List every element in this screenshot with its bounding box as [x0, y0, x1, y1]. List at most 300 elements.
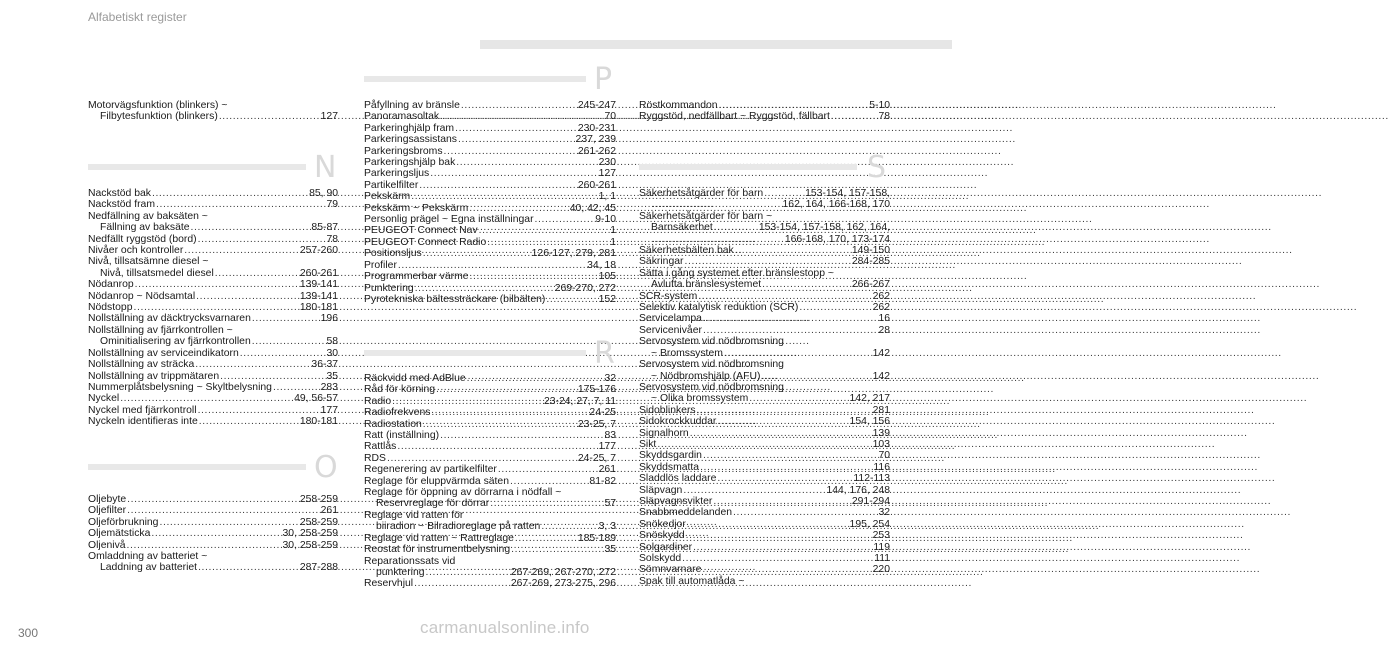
index-entry-pages: 144, 176, 248: [826, 484, 890, 496]
dot-leader: [152, 188, 308, 199]
dot-leader: [456, 157, 597, 168]
dot-leader: [714, 222, 758, 233]
index-entry-pages: 34, 18: [587, 259, 616, 271]
index-entry: [639, 507, 890, 518]
index-entry-text: Solgardiner: [639, 541, 693, 553]
dot-leader: [411, 191, 597, 202]
page-header-title: Alfabetiskt register: [88, 10, 187, 24]
index-entry-text: Sidoblinkers: [639, 404, 696, 416]
index-entry-pages: 153-154, 157-158, 162, 164,: [758, 222, 890, 234]
index-entry: [364, 191, 616, 202]
section-rule: [364, 350, 586, 356]
dot-leader: [697, 405, 872, 416]
dot-leader: [479, 225, 610, 236]
index-entry: [639, 268, 890, 279]
index-entry-pages: 35: [326, 370, 338, 382]
index-entry: [364, 407, 616, 418]
dot-leader: [198, 405, 320, 416]
dot-leader: [749, 393, 848, 404]
dot-leader: [657, 439, 871, 450]
dot-leader: [470, 271, 598, 282]
index-entry-pages: 23-25, 7: [577, 418, 616, 430]
index-entry: [639, 382, 890, 393]
dot-leader: [683, 485, 825, 496]
dot-leader: [127, 540, 282, 551]
index-entry: [88, 302, 338, 313]
index-entry: [88, 517, 338, 528]
dot-leader: [541, 521, 597, 532]
dot-leader: [198, 562, 299, 573]
dot-leader: [693, 542, 872, 553]
index-entry-text: PEUGEOT Connect Radio: [364, 236, 487, 248]
index-entry-pages: 28: [878, 324, 890, 336]
index-entry-text: Profiler: [364, 259, 397, 271]
index-entry: [364, 419, 616, 430]
index-entry-text: Oljefilter: [88, 505, 127, 517]
index-entry-text: Oljeförbrukning: [88, 516, 159, 528]
index-entry: [364, 453, 616, 464]
index-entry-pages: 245-247: [577, 100, 616, 111]
index-entry: [364, 430, 616, 441]
watermark: carmanualsonline.info: [420, 618, 590, 637]
index-entry-text: Programmerbar värme: [364, 271, 469, 283]
dot-leader: [252, 336, 326, 347]
index-entry-text: Parkeringsassistans: [364, 134, 457, 146]
index-entry: [364, 180, 616, 191]
index-entry: [639, 371, 890, 382]
index-entry: [639, 211, 890, 222]
index-entry-pages: 267-269, 267-270, 272: [510, 566, 616, 578]
index-entry-text: Avlufta bränslesystemet: [651, 279, 762, 291]
index-entry-text: Snabbmeddelanden: [639, 507, 733, 519]
index-entry-pages: 126-127, 279, 281: [531, 248, 616, 260]
index-entry: [88, 348, 338, 359]
section-head-r: [364, 338, 616, 370]
index-entry-text: Reparationssats vid: [364, 555, 456, 567]
dot-leader: [440, 111, 603, 122]
dot-leader: [535, 214, 595, 225]
index-entry: [364, 441, 616, 452]
dot-leader: [713, 496, 851, 507]
index-entry: [639, 553, 890, 564]
dot-leader: [220, 371, 325, 382]
section-rule: [88, 464, 306, 470]
index-entry-text: Pekskärm ~ Pekskärm: [364, 202, 469, 214]
section-letter-n: N: [314, 150, 337, 185]
dot-leader: [719, 100, 869, 111]
index-entry: [364, 260, 616, 271]
dot-leader: [151, 528, 281, 539]
index-entry: [364, 134, 616, 145]
index-entry: [88, 199, 338, 210]
index-entry-text: Reostat för instrumentbelysning: [364, 544, 511, 556]
index-entry-pages: 139-141: [299, 290, 338, 302]
index-entry-text: Nivå, tillsatsämne diesel ~: [88, 256, 209, 268]
index-entry-pages: 262: [872, 302, 890, 314]
dot-leader: [398, 260, 586, 271]
index-entry-text: Oljemätsticka: [88, 528, 151, 540]
dot-leader: [120, 393, 293, 404]
index-entry-pages: 49, 56-57: [294, 393, 338, 405]
dot-leader: [240, 348, 326, 359]
dot-leader: [159, 517, 298, 528]
index-entry: [88, 416, 338, 427]
index-entry: [364, 111, 616, 122]
index-entry: [364, 521, 616, 532]
index-entry: [364, 123, 616, 134]
index-entry-pages: 281: [872, 404, 890, 416]
index-entry: [364, 544, 616, 555]
index-entry-pages: 139: [872, 427, 890, 439]
dot-leader: [546, 294, 597, 305]
index-entry: [364, 373, 616, 384]
index-entry-text: Selektiv katalytisk reduktion (SCR): [639, 302, 799, 314]
index-entry-text: Ryggstöd, nedfällbart ~ Ryggstöd, fällbart: [639, 111, 830, 123]
index-entry-text: Räckvidd med AdBlue: [364, 373, 466, 384]
index-entry-pages: 258-259: [299, 494, 338, 505]
dot-leader: [455, 123, 577, 134]
index-entry-pages: 30, 258-259: [282, 539, 338, 551]
index-entry-pages: 30, 258-259: [282, 528, 338, 540]
index-entry: [364, 294, 616, 305]
index-entry-text: PEUGEOT Connect Nav: [364, 225, 478, 237]
index-entry-pages: 291-294: [851, 495, 890, 507]
index-entry: [639, 313, 890, 324]
index-entry: [88, 359, 338, 370]
index-entry-pages: 154, 156: [849, 416, 890, 428]
index-entry-text: Motorvägsfunktion (blinkers) ~: [88, 100, 228, 111]
index-entry: [639, 348, 890, 359]
dot-leader: [273, 382, 320, 393]
index-entry-text: Signalhorn: [639, 427, 689, 439]
section-rule: [88, 164, 306, 170]
index-entry: [639, 359, 890, 370]
index-entry: [639, 111, 890, 122]
section-letter-p: P: [594, 62, 613, 97]
index-entry: [364, 271, 616, 282]
index-entry-text: Skyddsmatta: [639, 461, 700, 473]
dot-leader: [762, 279, 851, 290]
index-entry: [639, 199, 890, 210]
index-entry-pages: 30: [326, 347, 338, 359]
index-entry-pages: 237, 239: [575, 134, 616, 146]
index-entry-text: Reglage för öppning av dörrarna i nödfall ~: [364, 487, 562, 499]
index-entry-text: Nummerplåtsbelysning ~ Skyltbelysning: [88, 381, 272, 393]
index-entry-pages: 57: [604, 498, 616, 510]
index-entry-pages: 1: [610, 225, 616, 237]
index-entry: [639, 393, 890, 404]
index-entry-text: Reglage för eluppvärmda säten: [364, 475, 509, 487]
index-entry-text: Säkerhetsåtgärder för barn ~: [639, 210, 773, 222]
index-section-o: [88, 494, 338, 574]
index-entry-text: Påfyllning av bränsle: [364, 100, 460, 111]
dot-leader: [127, 494, 299, 505]
index-entry-pages: 70: [878, 450, 890, 462]
index-entry: [364, 578, 616, 589]
index-entry: [364, 510, 616, 521]
index-entry: [639, 325, 890, 336]
index-entry-pages: 9-10: [595, 214, 616, 226]
dot-leader: [219, 111, 320, 122]
index-entry: [639, 336, 890, 347]
dot-leader: [702, 564, 871, 575]
index-entry-text: Nyckeln identifieras inte: [88, 416, 198, 428]
index-entry-text: Personlig prägel ~ Egna inställningar: [364, 214, 534, 226]
index-entry-text: Släpvagnsvikter: [639, 495, 713, 507]
index-entry-text: Parkeringshjälp bak: [364, 157, 456, 169]
index-entry: [364, 556, 616, 567]
index-entry: [88, 382, 338, 393]
dot-leader: [135, 279, 299, 290]
index-entry-pages: 16: [878, 313, 890, 325]
dot-leader: [415, 283, 554, 294]
index-entry: [364, 214, 616, 225]
index-entry: [364, 146, 616, 157]
index-entry-text: Oljenivå: [88, 539, 126, 551]
index-entry: [88, 256, 338, 267]
index-entry: [88, 562, 338, 573]
index-entry: [364, 476, 616, 487]
index-entry: [639, 405, 890, 416]
index-entry-text: Radio: [364, 395, 392, 407]
dot-leader: [690, 428, 872, 439]
index-entry-text: Solskydd: [639, 553, 682, 564]
index-entry-text: Skyddsgardin: [639, 450, 702, 462]
index-entry-pages: 78: [326, 233, 338, 245]
index-entry: [364, 567, 616, 578]
index-entry-text: Nyckel: [88, 393, 120, 405]
index-entry-pages: 79: [326, 199, 338, 211]
index-entry-text: biiradion ~ Bilradioreglage på ratten: [376, 521, 541, 533]
index-entry-pages: 1, 1: [598, 191, 616, 203]
dot-leader: [195, 359, 310, 370]
index-entry-text: Regenerering av partikelfilter: [364, 464, 497, 476]
index-entry: [639, 188, 890, 199]
index-entry-text: Nödstopp: [88, 302, 133, 314]
dot-leader: [156, 199, 325, 210]
index-entry-text: ~ Olika bromssystem: [651, 393, 749, 405]
index-entry: [364, 168, 616, 179]
index-section-n: [88, 188, 338, 428]
section-letter-s: S: [867, 150, 887, 185]
dot-leader: [469, 203, 569, 214]
dot-leader: [698, 291, 871, 302]
index-entry-text: Servosystem vid nödbromsning: [639, 336, 784, 348]
index-entry: [639, 234, 890, 245]
index-entry-pages: 112-113: [853, 473, 890, 485]
index-entry-text: Parkeringhjälp fram: [364, 122, 455, 134]
dot-leader: [682, 553, 873, 564]
index-entry: [639, 279, 890, 290]
index-entry-text: Sidokrockkuddar: [639, 416, 717, 428]
index-entry-pages: 1: [610, 236, 616, 248]
dot-leader: [196, 291, 299, 302]
dot-leader: [191, 222, 311, 233]
index-entry-pages: 284-285: [851, 256, 890, 268]
index-entry: [639, 485, 890, 496]
dot-leader: [487, 237, 609, 248]
index-entry-pages: 180-181: [299, 416, 338, 428]
index-entry: [88, 551, 338, 562]
index-entry-pages: 152: [598, 293, 616, 305]
index-entry-text: Sömnvarnare: [639, 564, 702, 576]
index-entry-text: Röstkommandon: [639, 100, 718, 111]
index-entry-text: Nyckel med fjärrkontroll: [88, 404, 197, 416]
section-head-n: [88, 152, 338, 184]
index-entry: [88, 222, 338, 233]
index-entry-text: Snökedjor: [639, 518, 686, 530]
index-entry-pages: 253: [872, 530, 890, 542]
dot-leader: [490, 498, 603, 509]
dot-leader: [414, 578, 510, 589]
dot-leader: [703, 325, 877, 336]
index-entry-pages: 266-267: [851, 279, 890, 291]
index-entry-pages: 153-154, 157-158,: [805, 188, 890, 199]
index-entry-text: Nödanrop: [88, 279, 134, 291]
index-entry-text: Nollställning av fjärrkontrollen ~: [88, 324, 233, 336]
dot-leader: [687, 519, 849, 530]
index-entry-text: Nedfällning av baksäten ~: [88, 210, 208, 222]
index-entry-pages: 287-288: [299, 562, 338, 574]
index-entry: [88, 336, 338, 347]
index-entry-text: Barnsäkerhet: [651, 222, 713, 234]
index-entry: [364, 533, 616, 544]
index-entry-pages: 260-261: [577, 179, 616, 191]
index-entry-text: Snöskydd: [639, 530, 685, 542]
dot-leader: [444, 146, 577, 157]
index-entry-text: Sätta i gång systemet efter bränslestopp ~: [639, 267, 834, 279]
index-entry-pages: 261-262: [577, 145, 616, 157]
index-section-s: [639, 188, 890, 587]
index-entry: [364, 487, 616, 498]
dot-leader: [686, 530, 872, 541]
section-head-o: [88, 452, 338, 484]
index-entry-pages: 142, 217: [849, 393, 890, 405]
index-entry-text: Servosystem vid nödbromsning: [639, 359, 784, 371]
dot-leader: [419, 180, 577, 191]
index-entry: [88, 393, 338, 404]
dot-leader: [215, 268, 299, 279]
index-entry-pages: 127: [320, 111, 338, 123]
section-head-p: [364, 64, 616, 96]
index-entry-text: Nollställning av trippmätaren: [88, 370, 220, 382]
index-entry: [639, 519, 890, 530]
dot-leader: [184, 245, 299, 256]
index-entry-pages: 36-37: [311, 359, 338, 371]
index-entry: [639, 462, 890, 473]
index-entry-text: Reglage vid ratten för: [364, 509, 464, 521]
index-entry: [639, 245, 890, 256]
dot-leader: [511, 544, 603, 555]
index-entry: [88, 268, 338, 279]
dot-leader: [199, 416, 299, 427]
index-entry: [639, 428, 890, 439]
index-entry: [364, 203, 616, 214]
dot-leader: [703, 313, 877, 324]
index-entry-text: Pyrotekniska bältessträckare (bilbälten): [364, 293, 546, 305]
index-entry-pages: 116: [873, 461, 890, 473]
index-entry-text: ~ Nödbromshjälp (AFU): [651, 370, 761, 382]
dot-leader: [458, 134, 575, 145]
index-entry: [88, 234, 338, 245]
index-entry-pages: 32: [878, 507, 890, 519]
dot-leader: [515, 533, 577, 544]
dot-leader: [430, 168, 597, 179]
dot-leader: [397, 441, 597, 452]
dot-leader: [700, 462, 872, 473]
index-entry-pages: 127: [598, 168, 616, 180]
index-entry-text: punktering: [376, 566, 425, 578]
index-entry-pages: 3, 3: [598, 521, 616, 533]
dot-leader: [831, 111, 878, 122]
index-entry-text: Sikt: [639, 438, 657, 450]
index-entry: [639, 291, 890, 302]
index-entry-pages: 85, 90: [309, 188, 338, 199]
index-entry: [364, 396, 616, 407]
dot-leader: [724, 348, 872, 359]
index-entry: [639, 496, 890, 507]
index-entry-pages: 5-10: [869, 100, 890, 111]
index-entry-pages: 139-141: [299, 279, 338, 291]
index-entry-text: Filbytesfunktion (blinkers): [100, 111, 218, 123]
index-entry: [88, 371, 338, 382]
index-entry: [364, 498, 616, 509]
index-entry-pages: 177: [320, 404, 338, 416]
index-entry: [639, 576, 890, 587]
index-entry-pages: 195, 254: [849, 518, 890, 530]
dot-leader: [703, 450, 877, 461]
index-entry-text: Punktering: [364, 282, 414, 294]
index-entry: [88, 528, 338, 539]
index-entry-text: Nivå, tillsatsmedel diesel: [100, 267, 214, 279]
dot-leader: [764, 188, 804, 199]
dot-leader: [436, 384, 577, 395]
dot-leader: [652, 234, 784, 245]
index-entry-text: Sladdlös laddare: [639, 473, 717, 485]
index-entry-pages: 220: [872, 564, 890, 576]
index-entry-text: Laddning av batteriet: [100, 562, 198, 574]
section-head-s: [639, 152, 890, 184]
section-rule: [639, 164, 857, 170]
index-entry: [88, 211, 338, 222]
index-entry-text: Radiofrekvens: [364, 407, 431, 419]
index-entry-pages: 24-25, 7: [577, 452, 616, 464]
index-entry: [639, 100, 890, 111]
index-entry-pages: 283: [320, 381, 338, 393]
index-entry-pages: 262: [872, 290, 890, 302]
index-entry: [364, 100, 616, 111]
index-entry: [639, 473, 890, 484]
index-entry: [88, 494, 338, 505]
index-entry-text: Nollställning av sträcka: [88, 359, 195, 371]
dot-leader: [426, 567, 510, 578]
index-entry: [639, 302, 890, 313]
dot-leader: [198, 234, 326, 245]
index-entry-pages: 267-269, 273-275, 296: [510, 578, 616, 590]
index-entry-text: ~ Bromssystem: [651, 347, 723, 359]
index-entry-text: Parkeringsbroms: [364, 145, 443, 157]
index-entry-pages: 149-150: [851, 245, 890, 257]
index-entry-text: Servosystem vid nödbromsning: [639, 381, 784, 393]
index-entry: [364, 248, 616, 259]
index-entry-pages: 24-25: [589, 407, 616, 419]
index-entry: [88, 325, 338, 336]
dot-leader: [510, 476, 588, 487]
dot-leader: [799, 302, 871, 313]
index-entry-text: Ominitialisering av fjärrkontrollen: [100, 336, 251, 348]
index-entry: [88, 279, 338, 290]
dot-leader: [467, 373, 604, 384]
